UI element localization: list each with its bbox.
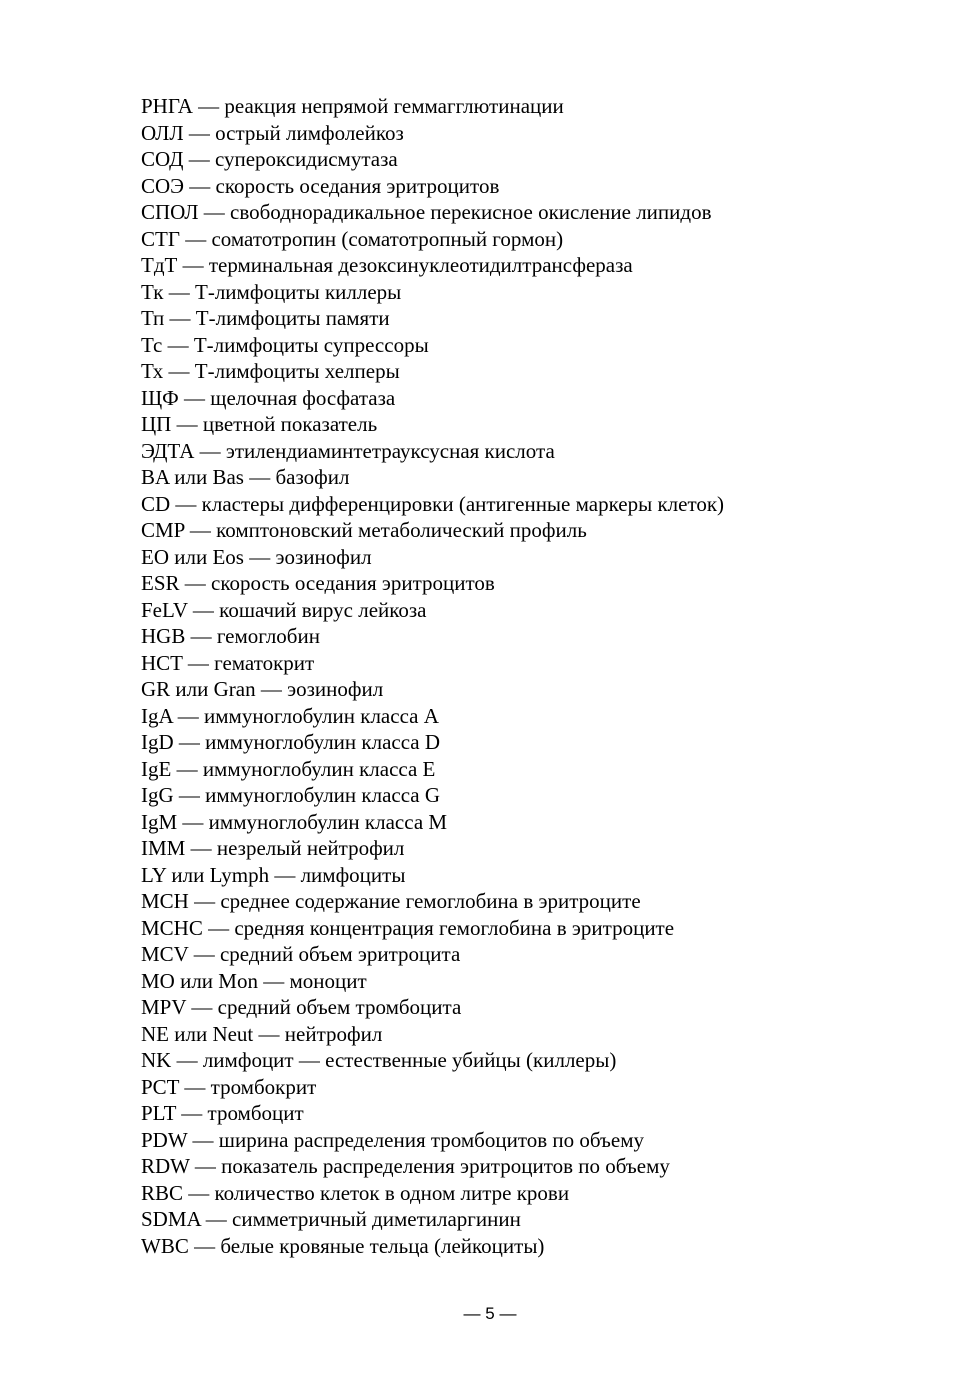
abbreviation-entry: PDW — ширина распределения тромбоцитов по объему (141, 1127, 645, 1152)
abbreviation-entry: CD — кластеры дифференцировки (антигенные маркеры клеток) (141, 491, 725, 516)
abbreviation-entry: HGB — гемоглобин (141, 624, 320, 648)
abbreviation-entry: SDMA — симметричный диметиларгинин (141, 1207, 521, 1231)
abbreviation-entry: FeLV — кошачий вирус лейкоза (141, 597, 427, 622)
abbreviation-entry: PCT — тромбокрит (141, 1074, 317, 1099)
page-number: — 5 — (463, 1304, 517, 1323)
abbreviation-entry: RBC — количество клеток в одном литре крови (141, 1180, 570, 1205)
abbreviation-entry: BA или Bas — базофил (141, 465, 350, 489)
abbreviation-entry: GR или Gran — эозинофил (141, 677, 384, 701)
abbreviation-entry: ЩФ — щелочная фосфатаза (141, 385, 396, 410)
abbreviation-entry: IMM — незрелый нейтрофил (141, 836, 405, 860)
abbreviation-entry: IgM — иммуноглобулин класса M (141, 809, 448, 834)
abbreviation-entry: HCT — гематокрит (141, 650, 315, 675)
abbreviation-entry: IgD — иммуноглобулин класса D (141, 730, 441, 754)
abbreviation-entry: IgE — иммуноглобулин класса E (141, 756, 436, 781)
abbreviation-entry: IgA — иммуноглобулин класса A (141, 703, 439, 728)
abbreviation-entry: LY или Lymph — лимфоциты (141, 862, 406, 887)
abbreviation-entry: NK — лимфоцит — естественные убийцы (киллеры) (141, 1048, 617, 1072)
abbreviation-entry: WBC — белые кровяные тельца (лейкоциты) (141, 1233, 545, 1258)
abbreviation-entry: РНГА — реакция непрямой геммагглютинации (141, 94, 564, 118)
abbreviation-entry: NE или Neut — нейтрофил (141, 1021, 383, 1046)
abbreviation-entry: RDW — показатель распределения эритроцитов по объему (141, 1154, 670, 1178)
abbreviation-entry: ОЛЛ — острый лимфолейкоз (141, 120, 404, 145)
abbreviation-entry: СТГ — соматотропин (соматотропный гормон) (141, 226, 564, 251)
abbreviation-entry: MO или Mon — моноцит (141, 968, 367, 993)
abbreviation-entry: IgG — иммуноглобулин класса G (141, 783, 441, 807)
abbreviation-entry: MCH — среднее содержание гемоглобина в эритроците (141, 889, 641, 913)
abbreviation-entry: СОД — супероксидисмутаза (141, 147, 398, 171)
abbreviation-entry: Тс — Т-лимфоциты супрессоры (141, 332, 429, 357)
abbreviation-entry: MCV — средний объем эритроцита (141, 942, 461, 966)
abbreviation-list (141, 93, 724, 1259)
abbreviation-entry: СОЭ — скорость оседания эритроцитов (141, 173, 500, 198)
abbreviation-entry: ТдТ — терминальная дезоксинуклеотидилтрансфераза (141, 253, 633, 277)
abbreviation-entry: СПОЛ — свободнорадикальное перекисное окисление липидов (141, 200, 712, 224)
abbreviation-entry: CMP — комптоновский метаболический профиль (141, 518, 587, 542)
abbreviation-entry: ESR — скорость оседания эритроцитов (141, 571, 495, 595)
abbreviation-entry: Тх — Т-лимфоциты хелперы (141, 359, 400, 383)
abbreviation-entry: MCHC — средняя концентрация гемоглобина в эритроците (141, 915, 675, 940)
abbreviation-entry: ЭДТА — этилендиаминтетрауксусная кислота (141, 438, 555, 463)
abbreviation-entry: ЦП — цветной показатель (141, 412, 378, 436)
abbreviation-entry: Тк — Т-лимфоциты киллеры (141, 279, 402, 304)
abbreviation-entry: MPV — средний объем тромбоцита (141, 995, 462, 1019)
abbreviation-entry: PLT — тромбоцит (141, 1101, 304, 1125)
abbreviation-entry: Тп — Т-лимфоциты памяти (141, 306, 390, 330)
abbreviation-entry: EO или Eos — эозинофил (141, 544, 372, 569)
